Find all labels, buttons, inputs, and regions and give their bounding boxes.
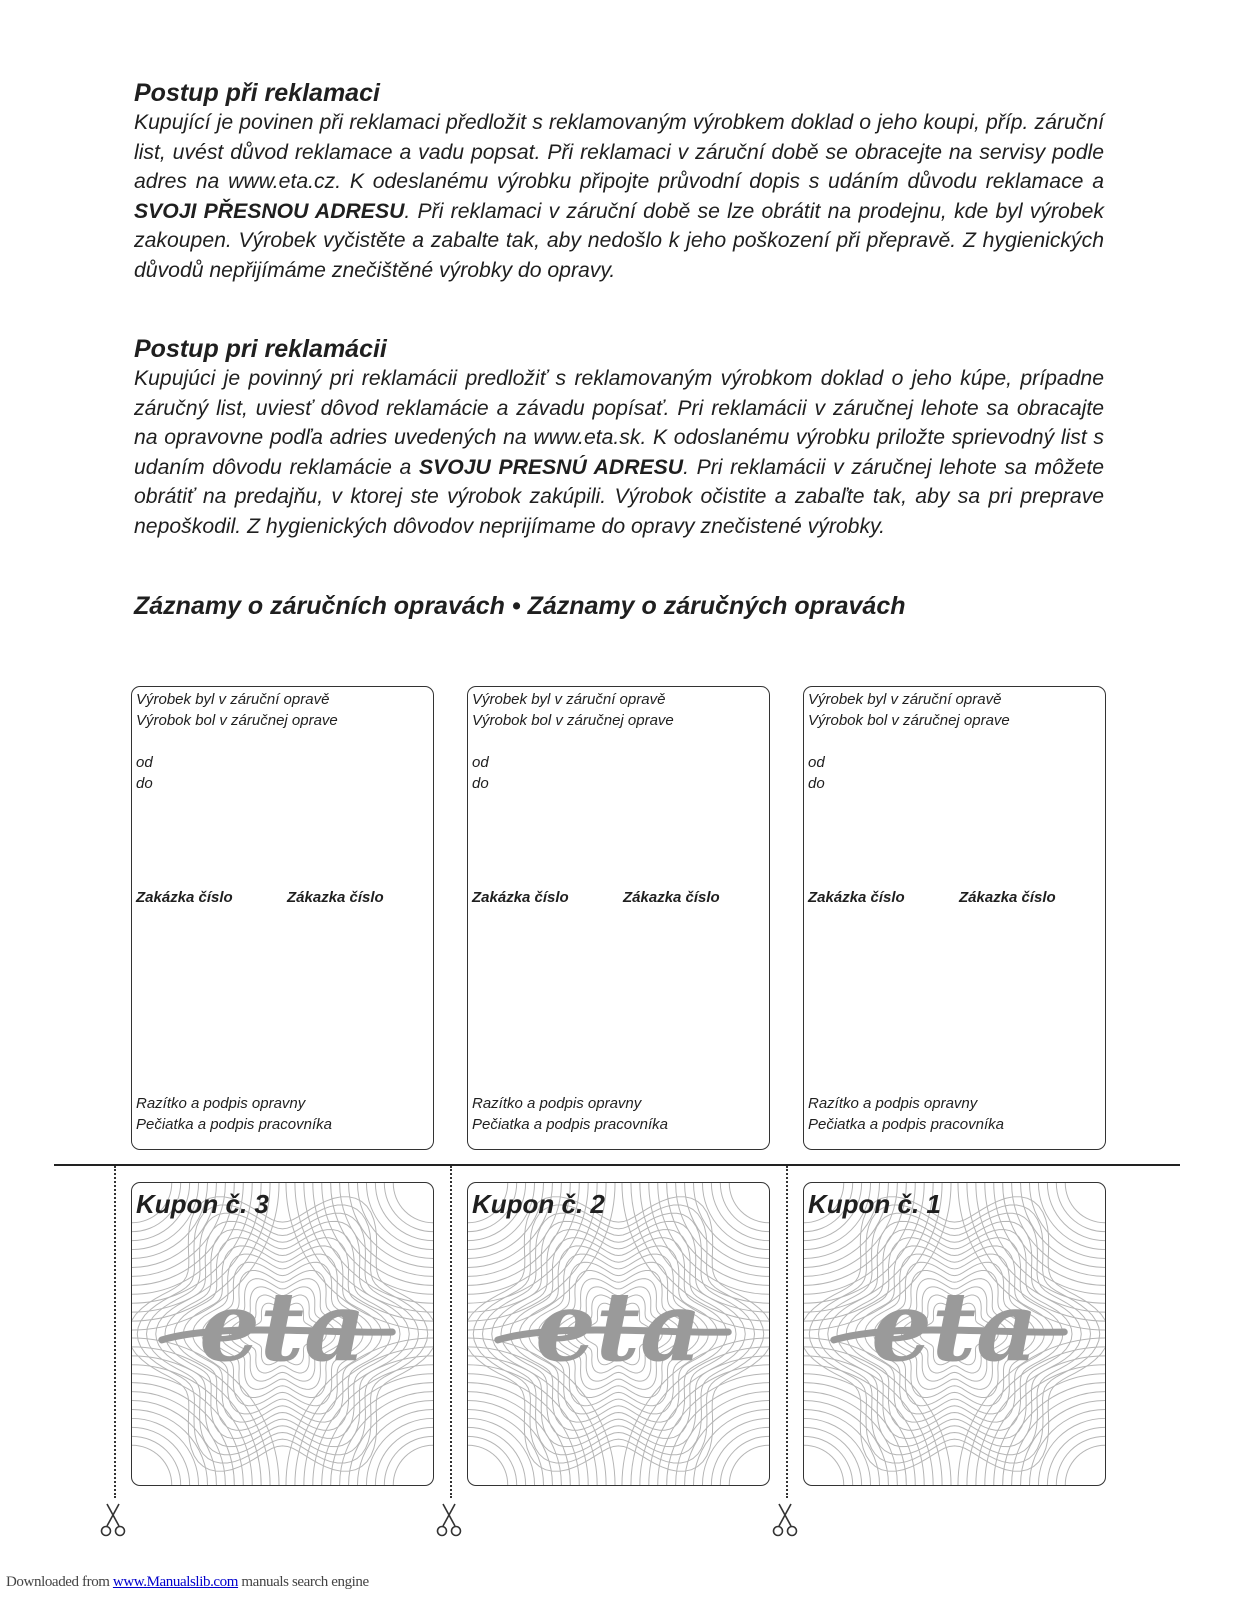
footer-suffix: manuals search engine — [238, 1574, 369, 1590]
cz-bold-address: SVOJI PŘESNOU ADRESU — [134, 199, 405, 223]
repair-record-card — [131, 686, 434, 1150]
dotted-cut-line — [450, 1166, 452, 1498]
coupon-title: Kupon č. 1 — [808, 1189, 941, 1219]
cz-text-end: . Při reklamaci v záruční době se lze obrátit na prodejnu, kde byl výrobek zakoupen. Výrobek vyčistěte a zabalte tak, aby nedošlo k jeho poškození při přepravě. Z hygienických důvodů nepřijímáme znečištěné výrobky do opravy. — [134, 199, 1104, 282]
repair-record-card — [467, 686, 770, 1150]
sk-title: Postup pri reklamácii — [134, 335, 387, 363]
scissors-icon — [98, 1503, 128, 1537]
record-line-sk: Výrobok bol v záručnej oprave — [136, 712, 338, 729]
guilloche-pattern — [132, 1183, 433, 1485]
stamp-label-sk: Pečiatka a podpis pracovníka — [472, 1116, 668, 1133]
record-do-label: do — [808, 775, 825, 792]
record-do-label: do — [136, 775, 153, 792]
record-od-label: od — [136, 754, 153, 771]
guilloche-pattern — [468, 1183, 769, 1485]
footer-prefix: Downloaded from — [6, 1574, 113, 1590]
scissors-icon — [434, 1503, 464, 1537]
coupon-title: Kupon č. 2 — [472, 1189, 605, 1219]
records-title: Záznamy o záručních opravách • Záznamy o záručných opravách — [134, 592, 906, 620]
sk-paragraph — [134, 364, 1104, 542]
eta-logo: eta — [535, 1270, 702, 1383]
coupon-card — [467, 1182, 770, 1486]
record-line-cz: Výrobek byl v záruční opravě — [808, 691, 1002, 708]
repair-record-card — [803, 686, 1106, 1150]
cz-text-start: Kupující je povinen při reklamaci předložit s reklamovaným výrobkem doklad o jeho koupi, příp. záruční list, uvést důvod reklamace a vadu popsat. Při reklamaci v záruční době se obracejte na servisy podle adres na www.eta.cz. K odeslanému výrobku připojte průvodní dopis s udáním důvodu reklamace a — [134, 111, 1104, 194]
order-number-sk-label: Zákazka číslo — [287, 889, 384, 906]
coupon-card — [803, 1182, 1106, 1486]
cz-section — [134, 78, 1104, 286]
record-line-cz: Výrobek byl v záruční opravě — [472, 691, 666, 708]
record-line-sk: Výrobok bol v záručnej oprave — [808, 712, 1010, 729]
stamp-label-cz: Razítko a podpis opravny — [808, 1095, 978, 1112]
sk-bold-address: SVOJU PRESNÚ ADRESU — [418, 455, 684, 479]
record-do-label: do — [472, 775, 489, 792]
sk-section — [134, 334, 1104, 542]
record-od-label: od — [472, 754, 489, 771]
stamp-label-cz: Razítko a podpis opravny — [136, 1095, 306, 1112]
record-line-sk: Výrobok bol v záručnej oprave — [472, 712, 674, 729]
coupon-title: Kupon č. 3 — [136, 1189, 269, 1219]
order-number-cz-label: Zakázka číslo — [808, 889, 905, 906]
order-number-sk-label: Zákazka číslo — [623, 889, 720, 906]
order-number-sk-label: Zákazka číslo — [959, 889, 1056, 906]
stamp-label-sk: Pečiatka a podpis pracovníka — [808, 1116, 1004, 1133]
record-od-label: od — [808, 754, 825, 771]
stamp-label-sk: Pečiatka a podpis pracovníka — [136, 1116, 332, 1133]
coupon-card — [131, 1182, 434, 1486]
order-number-cz-label: Zakázka číslo — [136, 889, 233, 906]
stamp-label-cz: Razítko a podpis opravny — [472, 1095, 642, 1112]
cz-paragraph — [134, 108, 1104, 286]
record-line-cz: Výrobek byl v záruční opravě — [136, 691, 330, 708]
eta-logo: eta — [199, 1270, 366, 1383]
dotted-cut-line — [786, 1166, 788, 1498]
sk-text-start: Kupujúci je povinný pri reklamácii predložiť s reklamovaným výrobkom doklad o jeho kúpe, prípadne záručný list, uviesť dôvod reklamácie a závadu popísať. Pri reklamácii v záručnej lehote sa obracajte na opravovne podľa adries uvedených na www.eta.sk. K odoslanému výrobku priložte sprievodný list s udaním dôvodu reklamácie a — [134, 367, 1104, 479]
footer-note — [6, 1574, 369, 1591]
scissors-icon — [770, 1503, 800, 1537]
sk-text-end: . Pri reklamácii v záručnej lehote sa môžete obrátiť na predajňu, v ktorej ste výrobok zakúpili. Výrobok očistite a zabaľte tak, aby sa pri preprave nepoškodil. Z hygienických dôvodov neprijímame do opravy znečistené výrobky. — [134, 455, 1104, 538]
dotted-cut-line — [114, 1166, 116, 1498]
order-number-cz-label: Zakázka číslo — [472, 889, 569, 906]
guilloche-pattern — [804, 1183, 1105, 1485]
cut-line — [54, 1164, 1180, 1166]
cz-title: Postup při reklamaci — [134, 79, 380, 107]
eta-logo: eta — [871, 1270, 1038, 1383]
manualslib-link[interactable]: www.Manualslib.com — [112, 1574, 239, 1590]
